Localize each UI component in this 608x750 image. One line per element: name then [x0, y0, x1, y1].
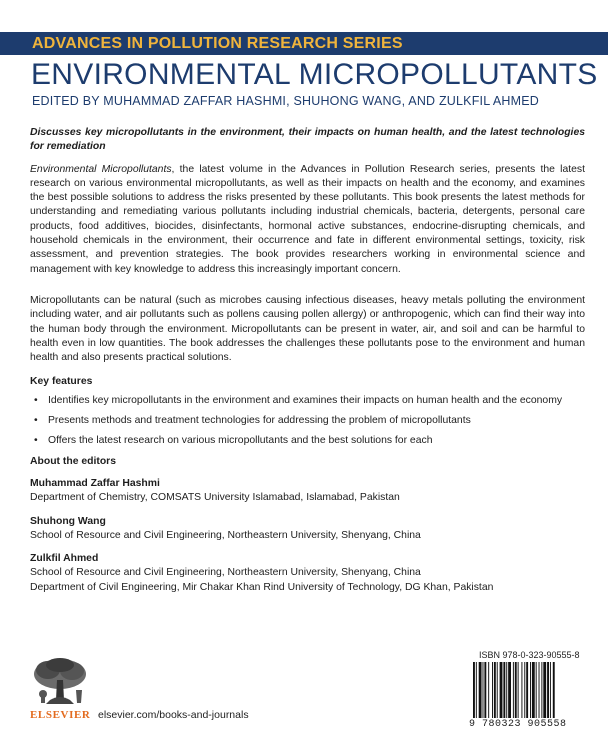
- feature-item: • Identifies key micropollutants in the environment and examines their impacts on human health and the economy: [30, 394, 585, 408]
- editor-affiliation: Department of Civil Engineering, Mir Chakar Khan Rind University of Technology, DG Khan, Pakistan: [30, 581, 494, 593]
- tagline: Discusses key micropollutants in the environment, their impacts on human health, and the latest technologies for remediation: [30, 127, 585, 153]
- editor-entry: [30, 515, 585, 544]
- description-paragraph-1: [30, 163, 585, 277]
- series-banner: ADVANCES IN POLLUTION RESEARCH SERIES: [0, 32, 608, 55]
- editor-name: Shuhong Wang: [30, 515, 106, 527]
- paragraph-1-text: , the latest volume in the Advances in Pollution Research series, presents the latest research on various environmental micropollutants, as well as their impacts on health and the economy, and examines the best possible solutions to address the risks presented by these pollutants. This book presents the latest methods for understanding and remediating various pollutants including industrial chemicals, bacteria, detergents, personal care products, food additives, biocides, disinfectants, hormonal active substances, endocrine-disrupting chemicals, and household chemicals in the environment, their occurrence and fate in different environmental settings, toxicity, risk assessment, and prevention strategies. The book provides researchers working in environmental science and management with key knowledge to address this increasingly important concern.: [30, 163, 585, 275]
- book-title: ENVIRONMENTAL MICROPOLLUTANTS: [31, 58, 598, 91]
- about-editors-heading: About the editors: [30, 455, 117, 467]
- editor-affiliation: School of Resource and Civil Engineering, Northeastern University, Shenyang, China: [30, 529, 421, 541]
- key-features-list: [30, 394, 585, 449]
- description-paragraph-2: Micropollutants can be natural (such as microbes causing infectious diseases, heavy metals polluting the environment including water, and air pollutants such as pollens causing pollen allergy) or anthropogenic, which can find their way into the human body through the environment. Micropollutants can be present in water, air, and soil and can be harmful to health even in low quantities. The book addresses the challenges these pollutants pose to the environment and human health and also presents practical solutions.: [30, 294, 585, 364]
- publisher-name: ELSEVIER: [30, 709, 91, 721]
- editor-name: Zulkfil Ahmed: [30, 553, 99, 565]
- back-cover-content: [30, 126, 585, 604]
- key-features-heading: Key features: [30, 376, 93, 388]
- editor-affiliation: School of Resource and Civil Engineering, Northeastern University, Shenyang, China: [30, 567, 421, 579]
- editor-entry: [30, 552, 585, 595]
- publisher-url[interactable]: elsevier.com/books-and-journals: [98, 709, 249, 721]
- book-title-italic: Environmental Micropollutants: [30, 163, 172, 175]
- isbn-label: ISBN 978-0-323-90555-8: [479, 650, 580, 660]
- editor-name: Muhammad Zaffar Hashmi: [30, 477, 160, 489]
- barcode-icon: [469, 662, 587, 722]
- editors-line: EDITED BY MUHAMMAD ZAFFAR HASHMI, SHUHONG WANG, AND ZULKFIL AHMED: [32, 94, 540, 108]
- elsevier-tree-logo-icon: [30, 656, 90, 706]
- barcode-digits: 9 780323 905558: [469, 719, 567, 730]
- feature-item: • Presents methods and treatment technologies for addressing the problem of micropollutants: [30, 414, 585, 428]
- editor-affiliation: Department of Chemistry, COMSATS University Islamabad, Islamabad, Pakistan: [30, 492, 400, 504]
- feature-item: • Offers the latest research on various micropollutants and the best solutions for each: [30, 434, 585, 448]
- editor-entry: [30, 477, 585, 506]
